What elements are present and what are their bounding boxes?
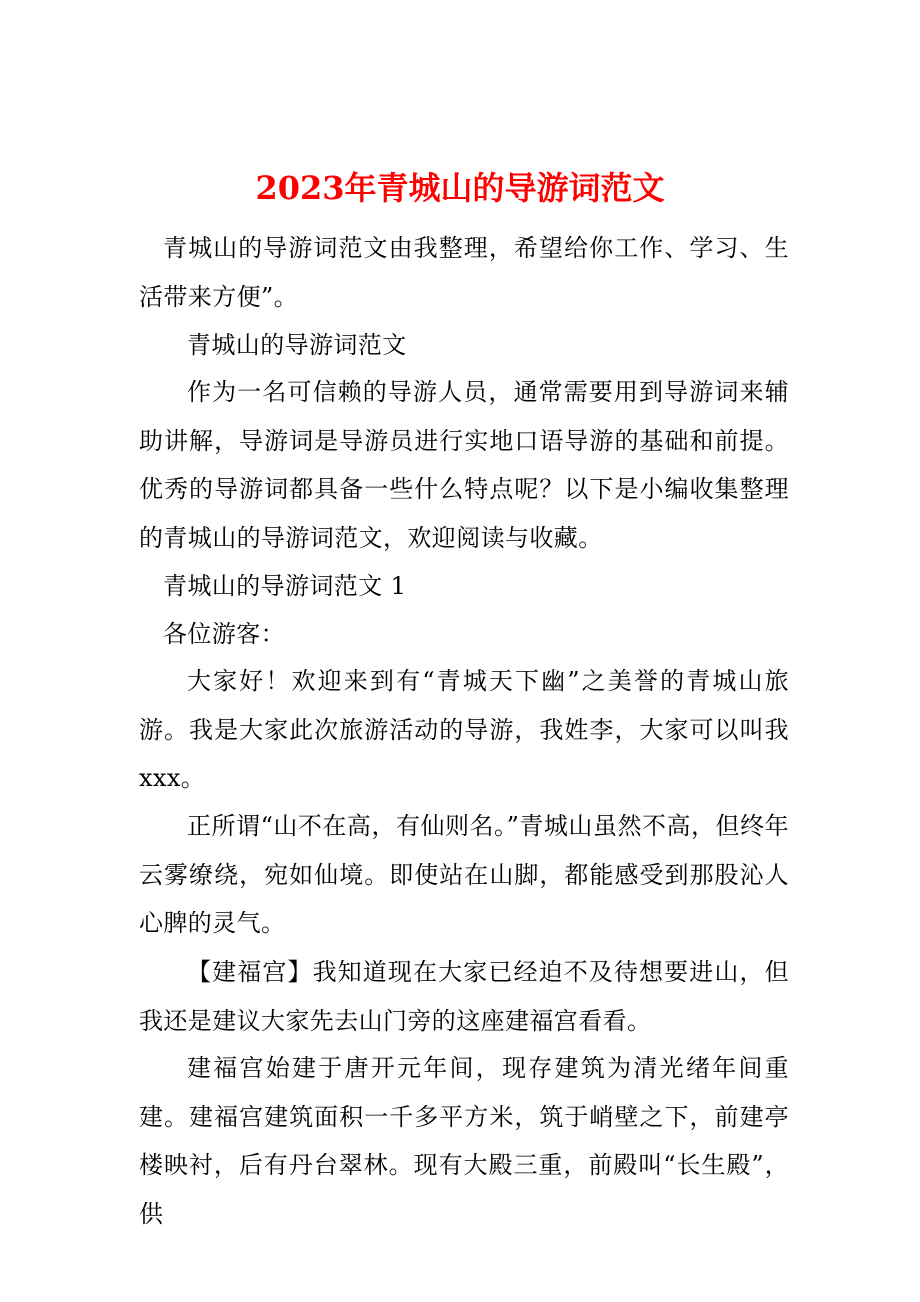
body-paragraph: 建福宫始建于唐开元年间，现存建筑为清光绪年间重建。建福宫建筑面积一千多平方米，筑于峭壁之下，前建亭楼映衬，后有丹台翠林。现有大殿三重，前殿叫“长生殿”，供 [139,1054,789,1228]
body-paragraph: 【建福宫】我知道现在大家已经迫不及待想要进山，但我还是建议大家先去山门旁的这座建福宫看看。 [139,958,789,1035]
section-heading: 青城山的导游词范文 [187,331,407,359]
subsection-heading: 青城山的导游词范文 1 [163,572,407,600]
body-paragraph: 正所谓“山不在高，有仙则名。”青城山虽然不高，但终年云雾缭绕，宛如仙境。即使站在山脚，都能感受到那股沁人心脾的灵气。 [139,812,789,937]
document-title: 2023年青城山的导游词范文 [255,169,665,208]
intro-paragraph: 青城山的导游词范文由我整理，希望给你工作、学习、生活带来方便”。 [139,234,789,311]
body-paragraph: 大家好！欢迎来到有“青城天下幽”之美誉的青城山旅游。我是大家此次旅游活动的导游，我姓李，大家可以叫我 xxx。 [139,667,789,792]
preface-paragraph: 作为一名可信赖的导游人员，通常需要用到导游词来辅助讲解，导游词是导游员进行实地口语导游的基础和前提。优秀的导游词都具备一些什么特点呢？以下是小编收集整理的青城山的导游词范文，欢迎阅读与收藏。 [139,378,789,552]
greeting-line: 各位游客： [163,620,285,648]
